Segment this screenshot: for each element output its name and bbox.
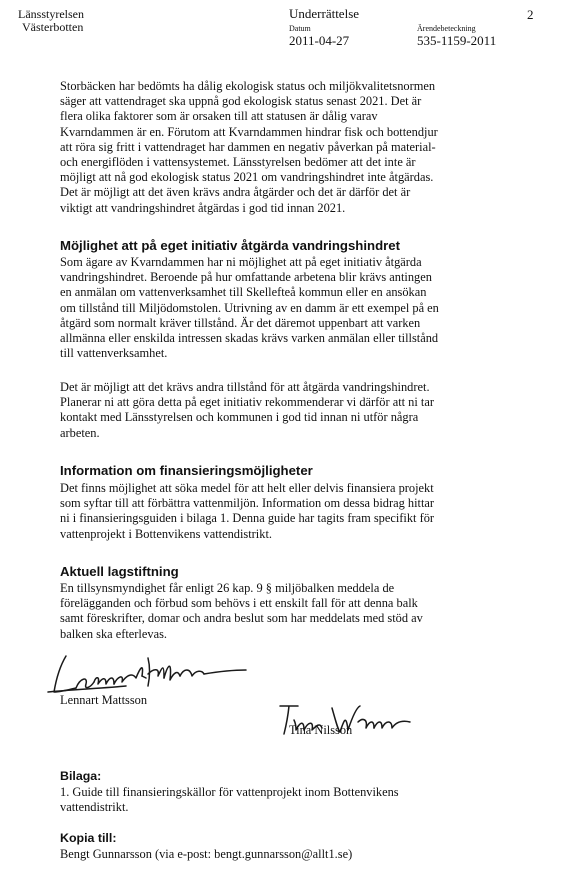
text-line: En tillsynsmyndighet får enligt 26 kap. 9 § miljöbalken meddela de xyxy=(60,581,395,595)
text-line: vattenprojekt i Bottenvikens vattendistrikt. xyxy=(60,526,272,541)
text-line: viktigt att vandringshindret åtgärdas i god tid innan 2021. xyxy=(60,200,346,215)
text-line: Planerar ni att göra detta på eget initiativ rekommenderar vi därför att ni tar xyxy=(60,395,434,410)
attachment-list xyxy=(60,785,500,815)
text-line: Det är möjligt att det krävs andra tillstånd för att åtgärda vandringshindret. xyxy=(60,380,430,394)
text-line: och energiflöden i vattensystemet. Länsstyrelsen bedömer att det inte är xyxy=(60,155,416,170)
document-date: 2011-04-27 xyxy=(289,33,350,48)
initiative-paragraph-1 xyxy=(60,255,500,361)
text-line: balken ska efterlevas. xyxy=(60,626,167,641)
text-line: ni i finansieringsguiden i bilaga 1. Denna guide har tagits fram specifikt för xyxy=(60,511,435,526)
intro-paragraph xyxy=(60,79,500,216)
page-number: 2 xyxy=(527,7,534,22)
text-line: vandringshindret. Beroende på hur omfattande arbetena blir krävs antingen xyxy=(60,270,432,285)
text-line: kontakt med Länsstyrelsen och kommunen i god tid innan ni utför några xyxy=(60,410,419,425)
text-line: som syftar till att förbättra vattenmiljön. Information om dessa bidrag hittar xyxy=(60,496,435,511)
text-line: möjligt att nå god ekologisk status 2021 om vandringshindret inte åtgärdas. xyxy=(60,170,434,185)
document-type: Underrättelse xyxy=(289,6,360,21)
date-label: Datum xyxy=(289,24,311,33)
text-line: förelägganden och förbud som behövs i ett enskilt fall för att denna balk xyxy=(60,596,418,611)
authority-line-2: Västerbotten xyxy=(22,20,84,34)
text-line: säger att vattendraget ska uppnå god ekologisk status senast 2021. Det är xyxy=(60,94,422,109)
text-line: arbeten. xyxy=(60,425,100,440)
text-line: till vattenverksamhet. xyxy=(60,346,168,361)
reference-number: 535-1159-2011 xyxy=(417,33,497,48)
text-line: flera olika faktorer som är orsaken till att statusen är dålig varav xyxy=(60,109,378,124)
text-line: Det är möjligt att det även krävs andra åtgärder och det är därför det är xyxy=(60,185,411,200)
section-heading-financing: Information om finansieringsmöjligheter xyxy=(60,463,313,478)
copy-to-heading: Kopia till: xyxy=(60,831,117,845)
attachment-heading: Bilaga: xyxy=(60,769,102,783)
text-line: 1. Guide till finansieringskällor för vattenprojekt inom Bottenvikens xyxy=(60,785,399,799)
authority-line-1: Länsstyrelsen xyxy=(18,7,84,21)
text-line: samt föreskrifter, domar och andra beslut som har meddelats med stöd av xyxy=(60,611,423,626)
authority-name xyxy=(18,8,84,34)
section-heading-initiative: Möjlighet att på eget initiativ åtgärda vandringshindret xyxy=(60,238,400,253)
copy-to-recipient: Bengt Gunnarsson (via e-post: bengt.gunnarsson@allt1.se) xyxy=(60,847,353,861)
signer-name-tina: Tina Nilsson xyxy=(289,723,353,737)
text-line: en anmälan om vattenverksamhet till Skellefteå kommun eller en ansökan xyxy=(60,285,427,300)
text-line: vattendistrikt. xyxy=(60,800,129,815)
text-line: Som ägare av Kvarndammen har ni möjlighet att på eget initiativ åtgärda xyxy=(60,255,422,269)
text-line: att röra sig fritt i vattendraget har dammen en negativ påverkan på material- xyxy=(60,139,436,154)
financing-paragraph xyxy=(60,481,500,542)
text-line: åtgärd som normalt kräver tillstånd. Är det däremot uppenbart att varken xyxy=(60,315,421,330)
signer-name-lennart: Lennart Mattsson xyxy=(60,693,148,707)
text-line: allmänna eller enskilda intressen skadas krävs varken anmälan eller tillstånd xyxy=(60,331,439,346)
reference-label: Ärendebeteckning xyxy=(417,24,476,33)
text-line: om tillstånd till Miljödomstolen. Utrivning av en damm är ett exempel på en xyxy=(60,300,439,315)
initiative-paragraph-2 xyxy=(60,380,500,441)
text-line: Kvarndammen är en. Förutom att Kvarndammen hindrar fisk och bottendjur xyxy=(60,124,438,139)
legislation-paragraph xyxy=(60,581,500,642)
section-heading-legislation: Aktuell lagstiftning xyxy=(60,564,179,579)
text-line: Storbäcken har bedömts ha dålig ekologisk status och miljökvalitetsnormen xyxy=(60,79,436,93)
text-line: Det finns möjlighet att söka medel för att helt eller delvis finansiera projekt xyxy=(60,481,434,495)
